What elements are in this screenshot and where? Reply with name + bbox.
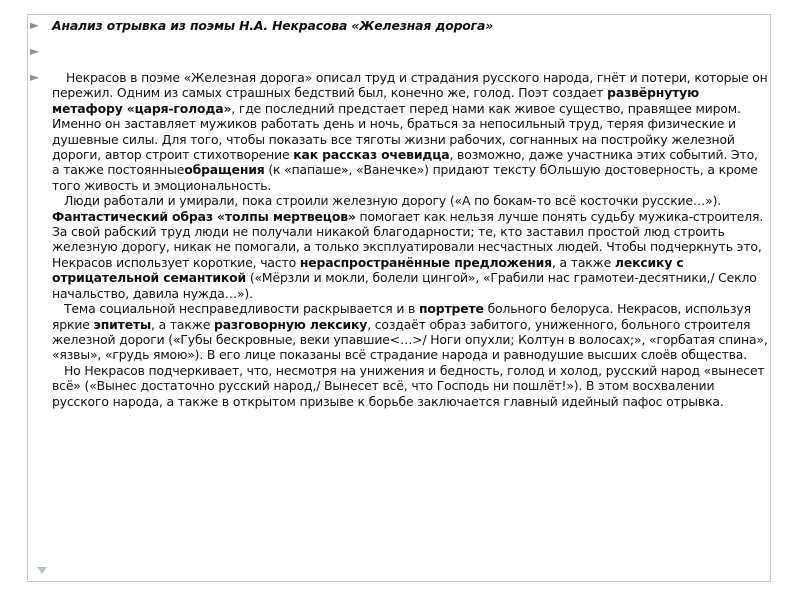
paragraph — [52, 301, 768, 363]
slide-content — [52, 18, 768, 409]
text-run: больного белоруса. Некрасов, используя яркие — [52, 301, 751, 332]
empty-bullet-line — [52, 33, 768, 70]
text-run: Но Некрасов подчеркивает, что, несмотря на унижения и бедность, голод и холод, русский народ «вынесет всё» («Вынес достаточно русский народ,/ Вынесет всё, что Господь ни пошлёт!»). В этом восхвалении русского народа, а также в открытом призыве к борьбе заключается главный идейный пафос отрывка. — [52, 362, 765, 409]
paragraph — [52, 193, 768, 301]
text-run: , возможно, даже участника этих событий. Это, а также постоянные — [52, 147, 758, 178]
slide-corner-marker — [37, 567, 47, 574]
slide-title: Анализ отрывка из поэмы Н.А. Некрасова «Железная дорога» — [52, 18, 494, 33]
text-run: Люди работали и умирали, пока строили железную дорогу («А по бокам-то всё косточки русские…»). — [64, 193, 722, 209]
text-run: , где последний предстает перед нами как живое существо, правящее миром. Именно он заставляет мужиков работать день и ночь, браться за непосильный труд, теряя физические и душевные силы. Для того, чтобы показать все тяготы жизни рабочих, согнанных на постройку железной дороги, автор строит стихотворение — [52, 100, 741, 163]
bullet-2: ► — [30, 44, 40, 58]
analysis-text — [52, 70, 768, 409]
emphasis-term: развёрнутую метафору «царя-голода» — [52, 85, 699, 116]
emphasis-term: как рассказ очевидца — [293, 147, 450, 163]
emphasis-term: лексику с отрицательной семантикой — [52, 254, 684, 286]
emphasis-term: нераспространённые предложения — [299, 254, 552, 270]
emphasis-term: эпитеты — [93, 316, 152, 332]
text-run: («Мёрзли и мокли, болели цингой», «Грабили нас грамотеи-десятники,/ Секло начальство, давила нужда…»). — [52, 270, 757, 301]
text-run: Некрасов в поэме «Железная дорога» описал труд и страдания русского народа, гнёт и потери, которые он пережил. Одним из самых страшных бедствий был, конечно же, голод. Поэт создает — [52, 70, 768, 101]
emphasis-term: разговорную лексику — [213, 316, 368, 332]
paragraph — [52, 363, 768, 409]
text-run: Тема социальной несправедливости раскрывается и в — [64, 301, 419, 317]
text-run: , а также — [551, 254, 615, 270]
emphasis-term: обращения — [184, 162, 265, 178]
bullet-3: ► — [30, 70, 40, 84]
text-run: помогает как нельзя лучше понять судьбу мужика-строителя. За свой рабский труд люди не получали никакой благодарности; те, кто заставил простой люд строить железную дорогу, никак не помогали, а только эксплуатировали несчастных людей. Чтобы подчеркнуть это, Некрасов использует короткие, часто — [52, 208, 764, 270]
text-run: , а также — [151, 316, 214, 332]
text-run: (к «папаше», «Ванечке») придают тексту бОльшую достоверность, а кроме того живость и эмоциональность. — [52, 162, 758, 193]
paragraph — [52, 70, 768, 193]
emphasis-term: портрете — [418, 301, 484, 317]
bullet-1: ► — [30, 18, 40, 32]
emphasis-term: Фантастический образ «толпы мертвецов» — [52, 208, 356, 224]
text-run: , создаёт образ забитого, униженного, больного строителя железной дороги («Губы бескровные, веки упавшие<…>/ Ноги опухли; Колтун в волосах;», «горбатая спина», «язвы», «грудь ямою»). В его лице показаны всё страдание народа и равнодушие высших слоёв общества. — [52, 316, 768, 363]
